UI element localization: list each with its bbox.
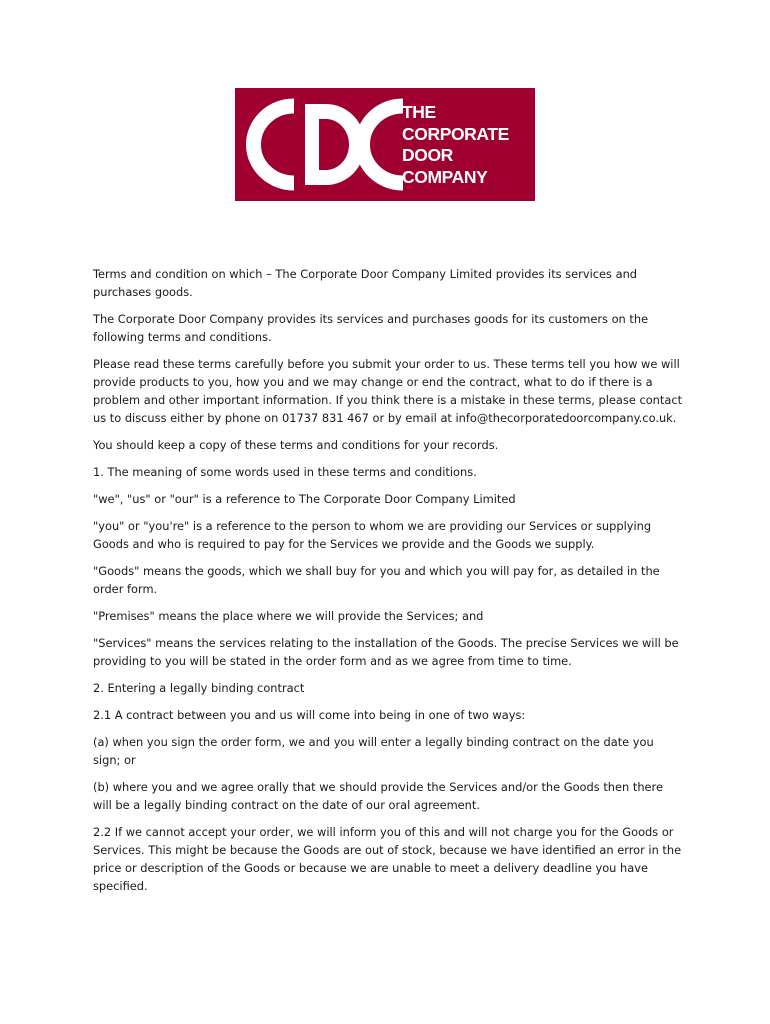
- logo-wordmark: [402, 102, 532, 188]
- logo-line-company: COMPANY: [402, 166, 488, 187]
- definition-goods: "Goods" means the goods, which we shall buy for you and which you will pay for, as detailed in the order form.: [93, 564, 660, 596]
- intro-heading-paragraph: Terms and condition on which – The Corporate Door Company Limited provides its services and purchases goods.: [93, 267, 638, 299]
- section-1-heading: 1. The meaning of some words used in these terms and conditions.: [93, 465, 477, 479]
- read-terms-paragraph: Please read these terms carefully before you submit your order to us. These terms tell you how we will provide products to you, how you and we may change or end the contract, what to do if there is a problem and other important information. If you think there is a mistake in these terms, please contact us to discuss either by phone on 01737 831 467 or by email at info@thecorporatedoorcompany.co.uk.: [93, 357, 683, 425]
- intro-paragraph: The Corporate Door Company provides its services and purchases goods for its customers on the following terms and conditions.: [93, 312, 649, 344]
- clause-2-1-a: (a) when you sign the order form, we and you will enter a legally binding contract on the date you sign; or: [93, 735, 654, 767]
- keep-copy-paragraph: You should keep a copy of these terms and conditions for your records.: [93, 438, 499, 452]
- company-logo: [235, 88, 535, 201]
- clause-2-1: 2.1 A contract between you and us will come into being in one of two ways:: [93, 708, 526, 722]
- definition-services: "Services" means the services relating to the installation of the Goods. The precise Services we will be providing to you will be stated in the order form and as we agree from time to time.: [93, 636, 679, 668]
- definition-we: "we", "us" or "our" is a reference to The Corporate Door Company Limited: [93, 492, 516, 506]
- logo-line-the: THE: [402, 102, 436, 122]
- clause-2-1-b: (b) where you and we agree orally that we should provide the Services and/or the Goods then there will be a legally binding contract on the date of our oral agreement.: [93, 780, 663, 812]
- definition-you: "you" or "you're" is a reference to the person to whom we are providing our Services or supplying Goods and who is required to pay for the Services we provide and the Goods we supply.: [93, 519, 652, 551]
- logo-line-corporate: CORPORATE: [402, 123, 509, 144]
- terms-document-body: [93, 265, 683, 904]
- clause-2-2: 2.2 If we cannot accept your order, we will inform you of this and will not charge you for the Goods or Services. This might be because the Goods are out of stock, because we have identified an error in the price or description of the Goods or because we are unable to meet a delivery deadline you have specified.: [93, 825, 682, 893]
- section-2-heading: 2. Entering a legally binding contract: [93, 681, 305, 695]
- definition-premises: "Premises" means the place where we will provide the Services; and: [93, 609, 484, 623]
- logo-line-door: DOOR: [402, 145, 453, 165]
